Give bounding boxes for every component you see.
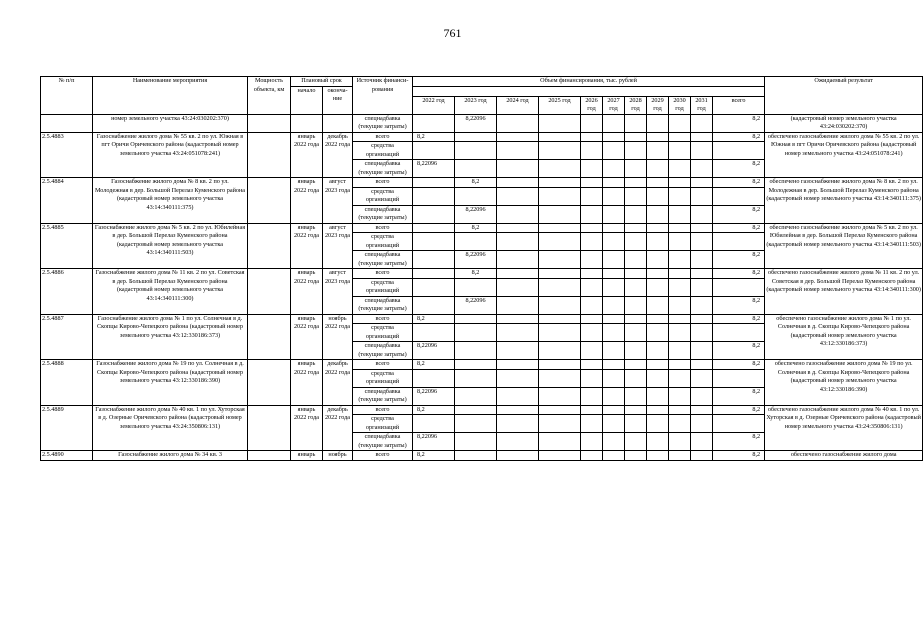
cell-num: 2.5.4884 (41, 178, 93, 224)
cell-source: всего (353, 178, 413, 188)
header-result: Ожидаемый результат (765, 77, 923, 115)
cell-source: спецнадбавка (текущие затраты) (353, 114, 413, 132)
header-year: 2027 год (603, 96, 625, 114)
cell-2022 (413, 114, 455, 132)
cell-name: Газоснабжение жилого дома № 19 по ул. Солнечная в д. Скопцы Кирово-Чепецкого района (кадастровый номер земельного участка 43:12:330186:390) (93, 360, 248, 406)
cell-capacity (248, 223, 291, 269)
cell-start: январь 2022 года (291, 314, 323, 360)
cell-source: средства организаций (353, 324, 413, 342)
header-row-1 (41, 77, 923, 87)
cell-start: январь (291, 451, 323, 461)
header-capacity: Мощность объекта, км (248, 77, 291, 115)
cell-capacity (248, 132, 291, 178)
cell-num: 2.5.4887 (41, 314, 93, 360)
cell-2023: 8,22096 (455, 296, 497, 314)
cell-name: Газоснабжение жилого дома № 11 кв. 2 по ул. Советская в дер. Большой Перелаз Куменского района (кадастровый номер земельного участка 43:14:340111:300) (93, 269, 248, 315)
header-year: 2031 год (691, 96, 713, 114)
cell-2022: 8,2 (413, 314, 455, 324)
cell-2022: 8,22096 (413, 387, 455, 405)
cell-source: всего (353, 223, 413, 233)
cell-total: 8,2 (713, 178, 765, 188)
cell-source: средства организаций (353, 187, 413, 205)
cell-name: Газоснабжение жилого дома № 55 кв. 2 по ул. Южная в пгт Оричи Оричевского района (кадастровый номер земельного участка 43:24:051078:241) (93, 132, 248, 178)
header-year: 2026 год (581, 96, 603, 114)
cell-source: спецнадбавка (текущие затраты) (353, 205, 413, 223)
cell-2022: 8,2 (413, 451, 455, 461)
cell-2022: 8,2 (413, 405, 455, 415)
cell-end: август 2023 года (323, 223, 353, 269)
cell-2022: 8,22096 (413, 160, 455, 178)
cell-result: обеспечено газоснабжение жилого дома № 55 кв. 2 по ул. Южная в пгт Оричи Оричевского района (кадастровый номер земельного участка 43:24:051078:241) (765, 132, 923, 178)
cell-source: средства организаций (353, 278, 413, 296)
cell-capacity (248, 360, 291, 406)
cell-total: 8,2 (713, 405, 765, 415)
cell-2023 (455, 405, 497, 415)
cell-total: 8,2 (713, 314, 765, 324)
header-num: № п/п (41, 77, 93, 115)
cell-end: август 2023 года (323, 178, 353, 224)
cell-name: номер земельного участка 43:24:030202:370) (93, 114, 248, 132)
cell-source: средства организаций (353, 369, 413, 387)
cell-end: декабрь 2022 года (323, 360, 353, 406)
continuation-row (41, 114, 923, 132)
cell-source: всего (353, 314, 413, 324)
cell-2022: 8,2 (413, 360, 455, 370)
cell-num: 2.5.4889 (41, 405, 93, 451)
cell-end: ноябрь (323, 451, 353, 461)
cell-total: 8,2 (713, 360, 765, 370)
header-term-end: оконча-ние (323, 86, 353, 114)
cell-name: Газоснабжение жилого дома № 34 кв. 3 (93, 451, 248, 461)
cell-2022 (413, 296, 455, 314)
cell-result: обеспечено газоснабжение жилого дома № 40 кв. 1 по ул. Хуторская в д. Озерные Оричевского района (кадастровый номер земельного участка 43:24:350806:131) (765, 405, 923, 451)
cell-result: (кадастровый номер земельного участка 43:24:030202:370) (765, 114, 923, 132)
cell-total: 8,2 (713, 223, 765, 233)
cell-total: 8,2 (713, 433, 765, 451)
cell-source: спецнадбавка (текущие затраты) (353, 160, 413, 178)
header-year: 2025 год (539, 96, 581, 114)
header-volume: Объем финансирования, тыс. рублей (413, 77, 765, 87)
cell-capacity (248, 114, 291, 132)
header-term: Плановый срок (291, 77, 353, 87)
cell-2023 (455, 342, 497, 360)
cell-2022 (413, 251, 455, 269)
cell-start: январь 2022 года (291, 223, 323, 269)
cell-total: 8,2 (713, 132, 765, 142)
header-total: всего (713, 96, 765, 114)
cell-num: 2.5.4886 (41, 269, 93, 315)
cell-source: всего (353, 360, 413, 370)
header-spacer (413, 86, 765, 96)
cell-total: 8,2 (713, 251, 765, 269)
cell-2023: 8,2 (455, 223, 497, 233)
cell-source: спецнадбавка (текущие затраты) (353, 251, 413, 269)
cell-result: обеспечено газоснабжение жилого дома № 5 кв. 2 по ул. Юбилейная в дер. Большой Перелаз Куменского района (кадастровый номер земельного участка 43:14:340111:503) (765, 223, 923, 269)
cell-source: спецнадбавка (текущие затраты) (353, 433, 413, 451)
cell-result: обеспечено газоснабжение жилого дома № 1 по ул. Солнечная в д. Скопцы Кирово-Чепецкого района (кадастровый номер земельного участка 43:12:330186:373) (765, 314, 923, 360)
cell-result: обеспечено газоснабжение жилого дома № 8 кв. 2 по ул. Молодежная в дер. Большой Перелаз Куменского района (кадастровый номер земельного участка 43:14:340111:375) (765, 178, 923, 224)
financing-table (40, 76, 923, 461)
cell-source: средства организаций (353, 233, 413, 251)
cell-end: декабрь 2022 года (323, 132, 353, 178)
header-name: Наименование мероприятия (93, 77, 248, 115)
header-year: 2030 год (669, 96, 691, 114)
cell-result: обеспечено газоснабжение жилого дома № 19 по ул. Солнечная в д. Скопцы Кирово-Чепецкого района (кадастровый номер земельного участка 43:12:330186:390) (765, 360, 923, 406)
cell-result: обеспечено газоснабжение жилого дома (765, 451, 923, 461)
cell-name: Газоснабжение жилого дома № 1 по ул. Солнечная в д. Скопцы Кирово-Чепецкого района (кадастровый номер земельного участка 43:12:330186:373) (93, 314, 248, 360)
cell-total: 8,2 (713, 387, 765, 405)
cell-num: 2.5.4890 (41, 451, 93, 461)
cell-total: 8,2 (713, 205, 765, 223)
cell-start: январь 2022 года (291, 269, 323, 315)
table-row (41, 178, 923, 188)
cell-total: 8,2 (713, 451, 765, 461)
cell-capacity (248, 314, 291, 360)
cell-2023: 8,22096 (455, 251, 497, 269)
cell-2022: 8,22096 (413, 342, 455, 360)
cell-2022 (413, 269, 455, 279)
cell-source: спецнадбавка (текущие затраты) (353, 342, 413, 360)
cell-total: 8,2 (713, 296, 765, 314)
table-row (41, 314, 923, 324)
table-row (41, 269, 923, 279)
cell-total: 8,2 (713, 269, 765, 279)
cell-source: всего (353, 405, 413, 415)
header-year: 2023 год (455, 96, 497, 114)
cell-source: всего (353, 451, 413, 461)
cell-capacity (248, 178, 291, 224)
header-year: 2022 год (413, 96, 455, 114)
cell-capacity (248, 269, 291, 315)
cell-2022: 8,22096 (413, 433, 455, 451)
cell-end: август 2023 года (323, 269, 353, 315)
table-row (41, 223, 923, 233)
cell-total: 8,2 (713, 160, 765, 178)
cell-2023 (455, 387, 497, 405)
cell-start: январь 2022 года (291, 178, 323, 224)
cell-source: спецнадбавка (текущие затраты) (353, 296, 413, 314)
cell-source: средства организаций (353, 142, 413, 160)
cell-2022 (413, 223, 455, 233)
cell-result: обеспечено газоснабжение жилого дома № 11 кв. 2 по ул. Советская в дер. Большой Перелаз Куменского района (кадастровый номер земельного участка 43:14:340111:300) (765, 269, 923, 315)
cell-num: 2.5.4883 (41, 132, 93, 178)
cell-total: 8,2 (713, 114, 765, 132)
cell-name: Газоснабжение жилого дома № 8 кв. 2 по ул. Молодежная в дер. Большой Перелаз Куменского района (кадастровый номер земельного участка 43:14:340111:375) (93, 178, 248, 224)
cell-source: спецнадбавка (текущие затраты) (353, 387, 413, 405)
cell-num (41, 114, 93, 132)
cell-name: Газоснабжение жилого дома № 5 кв. 2 по ул. Юбилейная в дер. Большой Перелаз Куменского района (кадастровый номер земельного участка 43:14:340111:503) (93, 223, 248, 269)
cell-2023 (455, 433, 497, 451)
header-year: 2024 год (497, 96, 539, 114)
cell-start (291, 114, 323, 132)
cell-start: январь 2022 года (291, 132, 323, 178)
last-row (41, 451, 923, 461)
header-year: 2029 год (647, 96, 669, 114)
cell-source: средства организаций (353, 415, 413, 433)
cell-2022: 8,2 (413, 132, 455, 142)
table-row (41, 132, 923, 142)
cell-2023: 8,22096 (455, 205, 497, 223)
cell-source: всего (353, 132, 413, 142)
cell-2023: 8,2 (455, 178, 497, 188)
cell-2023 (455, 314, 497, 324)
cell-2023: 8,22096 (455, 114, 497, 132)
cell-end: декабрь 2022 года (323, 405, 353, 451)
cell-name: Газоснабжение жилого дома № 40 кв. 1 по ул. Хуторская в д. Озерные Оричевского района (кадастровый номер земельного участка 43:24:350806:131) (93, 405, 248, 451)
cell-source: всего (353, 269, 413, 279)
header-source: Источник финанси-рования (353, 77, 413, 115)
cell-2023 (455, 360, 497, 370)
cell-2023: 8,2 (455, 269, 497, 279)
table-row (41, 405, 923, 415)
table-row (41, 360, 923, 370)
cell-end: ноябрь 2022 года (323, 314, 353, 360)
cell-2022 (413, 205, 455, 223)
cell-start: январь 2022 года (291, 405, 323, 451)
cell-end (323, 114, 353, 132)
cell-2023 (455, 132, 497, 142)
cell-start: январь 2022 года (291, 360, 323, 406)
cell-num: 2.5.4885 (41, 223, 93, 269)
cell-num: 2.5.4888 (41, 360, 93, 406)
cell-total: 8,2 (713, 342, 765, 360)
page-number: 761 (443, 26, 462, 40)
cell-2023 (455, 160, 497, 178)
header-year: 2028 год (625, 96, 647, 114)
cell-capacity (248, 405, 291, 451)
cell-2022 (413, 178, 455, 188)
header-term-start: начало (291, 86, 323, 114)
